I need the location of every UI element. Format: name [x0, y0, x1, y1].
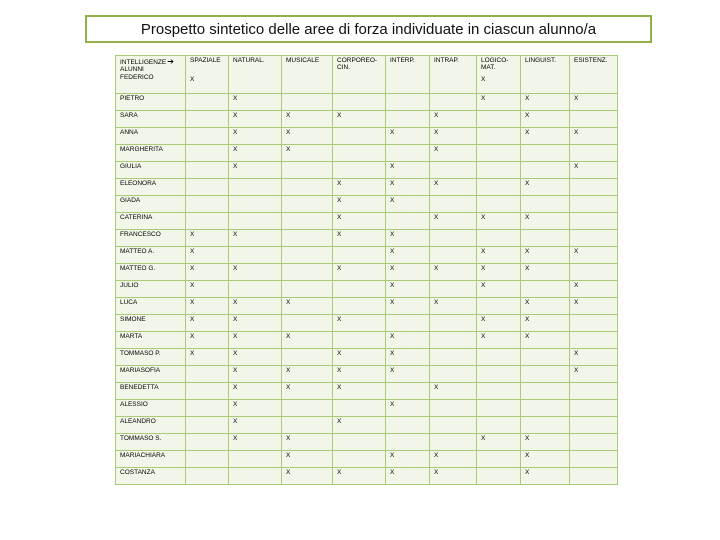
header-corner-cell	[116, 56, 186, 94]
mark-cell	[521, 383, 570, 400]
mark-cell	[282, 179, 333, 196]
mark-cell	[386, 417, 430, 434]
mark-cell: X	[282, 111, 333, 128]
student-name: SARA	[116, 111, 186, 128]
mark-cell: X	[190, 76, 195, 84]
mark-cell	[570, 434, 618, 451]
mark-cell: X	[521, 111, 570, 128]
mark-cell: X	[229, 434, 282, 451]
table-row	[116, 332, 618, 349]
mark-cell	[521, 230, 570, 247]
mark-cell: X	[570, 94, 618, 111]
mark-cell	[186, 111, 229, 128]
mark-cell: X	[333, 111, 386, 128]
mark-cell	[333, 94, 386, 111]
mark-cell	[477, 383, 521, 400]
mark-cell	[186, 434, 229, 451]
header-cell-logico	[477, 56, 521, 94]
table-row	[116, 468, 618, 485]
mark-cell	[477, 451, 521, 468]
mark-cell: X	[333, 366, 386, 383]
mark-cell: X	[386, 332, 430, 349]
mark-cell	[186, 417, 229, 434]
mark-cell: X	[386, 247, 430, 264]
table-row	[116, 94, 618, 111]
mark-cell	[386, 434, 430, 451]
table-row	[116, 366, 618, 383]
mark-cell	[570, 332, 618, 349]
mark-cell	[570, 451, 618, 468]
mark-cell	[186, 383, 229, 400]
mark-cell	[477, 111, 521, 128]
mark-cell	[477, 196, 521, 213]
mark-cell	[570, 383, 618, 400]
mark-cell	[521, 400, 570, 417]
mark-cell: X	[386, 264, 430, 281]
mark-cell	[333, 145, 386, 162]
student-name: FEDERICO	[120, 73, 154, 81]
mark-cell: X	[282, 383, 333, 400]
mark-cell	[430, 434, 477, 451]
mark-cell	[386, 94, 430, 111]
mark-cell	[521, 417, 570, 434]
mark-cell	[570, 264, 618, 281]
mark-cell	[186, 451, 229, 468]
mark-cell	[282, 196, 333, 213]
header-cell-esistenz	[570, 56, 618, 94]
student-name: ALEANDRO	[116, 417, 186, 434]
table-row	[116, 434, 618, 451]
mark-cell: X	[386, 298, 430, 315]
mark-cell: X	[386, 179, 430, 196]
mark-cell: X	[570, 366, 618, 383]
header-intelligenze-label: INTELLIGENZE	[120, 59, 167, 66]
mark-cell: X	[333, 417, 386, 434]
mark-cell	[477, 162, 521, 179]
table-row	[116, 298, 618, 315]
mark-cell: X	[386, 468, 430, 485]
mark-cell: X	[430, 383, 477, 400]
mark-cell: X	[282, 332, 333, 349]
table-row	[116, 128, 618, 145]
mark-cell: X	[186, 230, 229, 247]
student-name: GIADA	[116, 196, 186, 213]
mark-cell: X	[333, 383, 386, 400]
mark-cell	[333, 281, 386, 298]
mark-cell	[333, 332, 386, 349]
mark-cell: X	[430, 298, 477, 315]
mark-cell: X	[430, 213, 477, 230]
column-header: INTERP.	[390, 57, 415, 64]
table-row	[116, 196, 618, 213]
mark-cell: X	[386, 128, 430, 145]
mark-cell: X	[521, 315, 570, 332]
mark-cell: X	[477, 315, 521, 332]
mark-cell: X	[229, 145, 282, 162]
mark-cell	[570, 230, 618, 247]
mark-cell	[477, 179, 521, 196]
column-header: ESISTENZ.	[574, 57, 608, 64]
header-cell-musicale	[282, 56, 333, 94]
mark-cell: X	[282, 451, 333, 468]
mark-cell	[521, 145, 570, 162]
mark-cell	[186, 196, 229, 213]
mark-cell	[477, 366, 521, 383]
mark-cell	[186, 400, 229, 417]
mark-cell	[430, 247, 477, 264]
mark-cell	[186, 366, 229, 383]
header-cell-intrap	[430, 56, 477, 94]
mark-cell: X	[386, 230, 430, 247]
header-cell-natural	[229, 56, 282, 94]
column-header: NATURAL.	[233, 57, 265, 64]
mark-cell: X	[521, 468, 570, 485]
header-cell-corporeo	[333, 56, 386, 94]
mark-cell	[229, 213, 282, 230]
mark-cell: X	[186, 349, 229, 366]
mark-cell	[229, 451, 282, 468]
mark-cell	[430, 230, 477, 247]
table-row	[116, 417, 618, 434]
mark-cell: X	[521, 128, 570, 145]
mark-cell	[229, 281, 282, 298]
mark-cell	[521, 281, 570, 298]
mark-cell: X	[186, 315, 229, 332]
mark-cell	[186, 145, 229, 162]
mark-cell	[186, 468, 229, 485]
mark-cell	[430, 196, 477, 213]
page-title	[85, 15, 652, 43]
mark-cell	[282, 264, 333, 281]
mark-cell: X	[521, 247, 570, 264]
mark-cell: X	[570, 128, 618, 145]
mark-cell: X	[333, 349, 386, 366]
student-name: ELEONORA	[116, 179, 186, 196]
mark-cell: X	[229, 94, 282, 111]
strengths-table	[115, 55, 618, 485]
table-row	[116, 451, 618, 468]
mark-cell: X	[430, 179, 477, 196]
mark-cell	[282, 213, 333, 230]
mark-cell	[521, 162, 570, 179]
mark-cell	[570, 213, 618, 230]
mark-cell	[186, 179, 229, 196]
table-row	[116, 111, 618, 128]
student-name: ALESSIO	[116, 400, 186, 417]
mark-cell	[570, 468, 618, 485]
mark-cell	[430, 315, 477, 332]
mark-cell	[570, 400, 618, 417]
column-header: CORPOREO-CIN.	[337, 57, 378, 72]
mark-cell	[186, 128, 229, 145]
student-name: SIMONE	[116, 315, 186, 332]
mark-cell: X	[282, 468, 333, 485]
mark-cell: X	[186, 281, 229, 298]
mark-cell: X	[282, 128, 333, 145]
mark-cell: X	[229, 162, 282, 179]
mark-cell	[282, 400, 333, 417]
student-name: BENEDETTA	[116, 383, 186, 400]
mark-cell: X	[521, 94, 570, 111]
table-row	[116, 213, 618, 230]
mark-cell: X	[477, 281, 521, 298]
mark-cell: X	[333, 196, 386, 213]
mark-cell: X	[570, 298, 618, 315]
mark-cell: X	[521, 332, 570, 349]
student-name: MARIACHIARA	[116, 451, 186, 468]
student-name: MARTA	[116, 332, 186, 349]
page-title-text: Prospetto sintetico delle aree di forza individuate in ciascun alunno/a	[140, 20, 597, 38]
column-header: INTRAP.	[434, 57, 459, 64]
table-row	[116, 264, 618, 281]
mark-cell: X	[570, 349, 618, 366]
mark-cell: X	[386, 196, 430, 213]
header-alunni-label: ALUNNI	[120, 66, 144, 74]
mark-cell: X	[521, 451, 570, 468]
mark-cell	[521, 366, 570, 383]
mark-cell	[282, 315, 333, 332]
student-name: TOMMASO P.	[116, 349, 186, 366]
table-row	[116, 230, 618, 247]
table-row	[116, 400, 618, 417]
mark-cell	[570, 417, 618, 434]
mark-cell: X	[333, 213, 386, 230]
arrow-right-icon: ➔	[167, 57, 174, 66]
mark-cell: X	[430, 111, 477, 128]
mark-cell	[386, 213, 430, 230]
mark-cell	[570, 145, 618, 162]
mark-cell: X	[386, 366, 430, 383]
mark-cell	[477, 128, 521, 145]
student-name: MATTEO A.	[116, 247, 186, 264]
mark-cell	[570, 179, 618, 196]
mark-cell: X	[333, 468, 386, 485]
mark-cell	[570, 196, 618, 213]
mark-cell	[333, 247, 386, 264]
mark-cell: X	[521, 264, 570, 281]
mark-cell	[477, 349, 521, 366]
mark-cell: X	[477, 264, 521, 281]
column-header: MUSICALE	[286, 57, 320, 64]
table-row	[116, 315, 618, 332]
table-header-row	[116, 56, 618, 94]
mark-cell: X	[570, 281, 618, 298]
student-name: FRANCESCO	[116, 230, 186, 247]
mark-cell: X	[386, 451, 430, 468]
header-cell-linguist	[521, 56, 570, 94]
mark-cell	[430, 94, 477, 111]
mark-cell: X	[386, 281, 430, 298]
mark-cell: X	[481, 75, 486, 83]
mark-cell	[430, 349, 477, 366]
mark-cell	[282, 247, 333, 264]
mark-cell: X	[477, 213, 521, 230]
mark-cell: X	[282, 145, 333, 162]
mark-cell: X	[229, 128, 282, 145]
mark-cell	[430, 366, 477, 383]
mark-cell: X	[333, 264, 386, 281]
mark-cell	[386, 315, 430, 332]
column-header: SPAZIALE	[190, 57, 221, 64]
mark-cell: X	[229, 264, 282, 281]
mark-cell: X	[477, 94, 521, 111]
column-header: LINGUIST.	[525, 57, 557, 64]
mark-cell: X	[229, 349, 282, 366]
mark-cell	[477, 298, 521, 315]
mark-cell: X	[521, 213, 570, 230]
student-name: MARIASOFIA	[116, 366, 186, 383]
mark-cell: X	[229, 298, 282, 315]
mark-cell	[477, 400, 521, 417]
mark-cell	[477, 145, 521, 162]
mark-cell	[521, 349, 570, 366]
mark-cell: X	[430, 145, 477, 162]
student-name: GIULIA	[116, 162, 186, 179]
mark-cell: X	[229, 417, 282, 434]
mark-cell: X	[570, 162, 618, 179]
mark-cell: X	[186, 247, 229, 264]
mark-cell	[430, 417, 477, 434]
student-name: COSTANZA	[116, 468, 186, 485]
mark-cell	[430, 281, 477, 298]
mark-cell	[333, 162, 386, 179]
mark-cell: X	[430, 468, 477, 485]
mark-cell	[333, 128, 386, 145]
mark-cell: X	[386, 349, 430, 366]
student-name: JULIO	[116, 281, 186, 298]
mark-cell	[229, 196, 282, 213]
mark-cell	[430, 400, 477, 417]
mark-cell: X	[570, 247, 618, 264]
table-row	[116, 162, 618, 179]
mark-cell	[333, 434, 386, 451]
mark-cell	[430, 332, 477, 349]
header-cell-spaziale	[186, 56, 229, 94]
mark-cell	[477, 417, 521, 434]
mark-cell	[282, 417, 333, 434]
mark-cell: X	[282, 434, 333, 451]
table-row	[116, 145, 618, 162]
table-body	[116, 56, 618, 485]
mark-cell	[570, 315, 618, 332]
mark-cell: X	[430, 264, 477, 281]
student-name: MARGHERITA	[116, 145, 186, 162]
table-row	[116, 383, 618, 400]
student-name: CATERINA	[116, 213, 186, 230]
mark-cell: X	[186, 264, 229, 281]
mark-cell: X	[229, 400, 282, 417]
mark-cell: X	[229, 366, 282, 383]
mark-cell: X	[333, 315, 386, 332]
mark-cell	[521, 196, 570, 213]
mark-cell	[386, 111, 430, 128]
student-name: LUCA	[116, 298, 186, 315]
mark-cell	[430, 162, 477, 179]
mark-cell	[282, 230, 333, 247]
mark-cell: X	[229, 332, 282, 349]
mark-cell: X	[186, 332, 229, 349]
mark-cell: X	[477, 247, 521, 264]
mark-cell: X	[521, 179, 570, 196]
mark-cell	[229, 247, 282, 264]
student-name: ANNA	[116, 128, 186, 145]
mark-cell: X	[386, 162, 430, 179]
mark-cell: X	[186, 298, 229, 315]
student-name: MATTEO G.	[116, 264, 186, 281]
mark-cell	[386, 145, 430, 162]
table-row	[116, 281, 618, 298]
mark-cell: X	[521, 298, 570, 315]
mark-cell	[282, 349, 333, 366]
table-row	[116, 179, 618, 196]
mark-cell	[333, 298, 386, 315]
mark-cell	[386, 383, 430, 400]
mark-cell	[333, 400, 386, 417]
student-name: PIETRO	[116, 94, 186, 111]
mark-cell	[333, 451, 386, 468]
mark-cell: X	[229, 230, 282, 247]
mark-cell: X	[333, 179, 386, 196]
mark-cell: X	[477, 434, 521, 451]
mark-cell	[282, 281, 333, 298]
mark-cell: X	[333, 230, 386, 247]
mark-cell: X	[282, 366, 333, 383]
mark-cell	[186, 94, 229, 111]
table-row	[116, 247, 618, 264]
mark-cell: X	[521, 434, 570, 451]
mark-cell	[229, 468, 282, 485]
mark-cell: X	[229, 111, 282, 128]
header-cell-interp	[386, 56, 430, 94]
student-name: TOMMASO S.	[116, 434, 186, 451]
mark-cell: X	[282, 298, 333, 315]
mark-cell	[282, 94, 333, 111]
mark-cell: X	[229, 315, 282, 332]
mark-cell	[477, 230, 521, 247]
mark-cell: X	[477, 332, 521, 349]
mark-cell: X	[430, 451, 477, 468]
mark-cell: X	[229, 383, 282, 400]
mark-cell	[477, 468, 521, 485]
mark-cell: X	[386, 400, 430, 417]
mark-cell	[282, 162, 333, 179]
mark-cell	[229, 179, 282, 196]
mark-cell	[186, 162, 229, 179]
mark-cell	[186, 213, 229, 230]
table-row	[116, 349, 618, 366]
mark-cell	[570, 111, 618, 128]
mark-cell: X	[430, 128, 477, 145]
column-header: LOGICO-MAT.	[481, 57, 509, 72]
